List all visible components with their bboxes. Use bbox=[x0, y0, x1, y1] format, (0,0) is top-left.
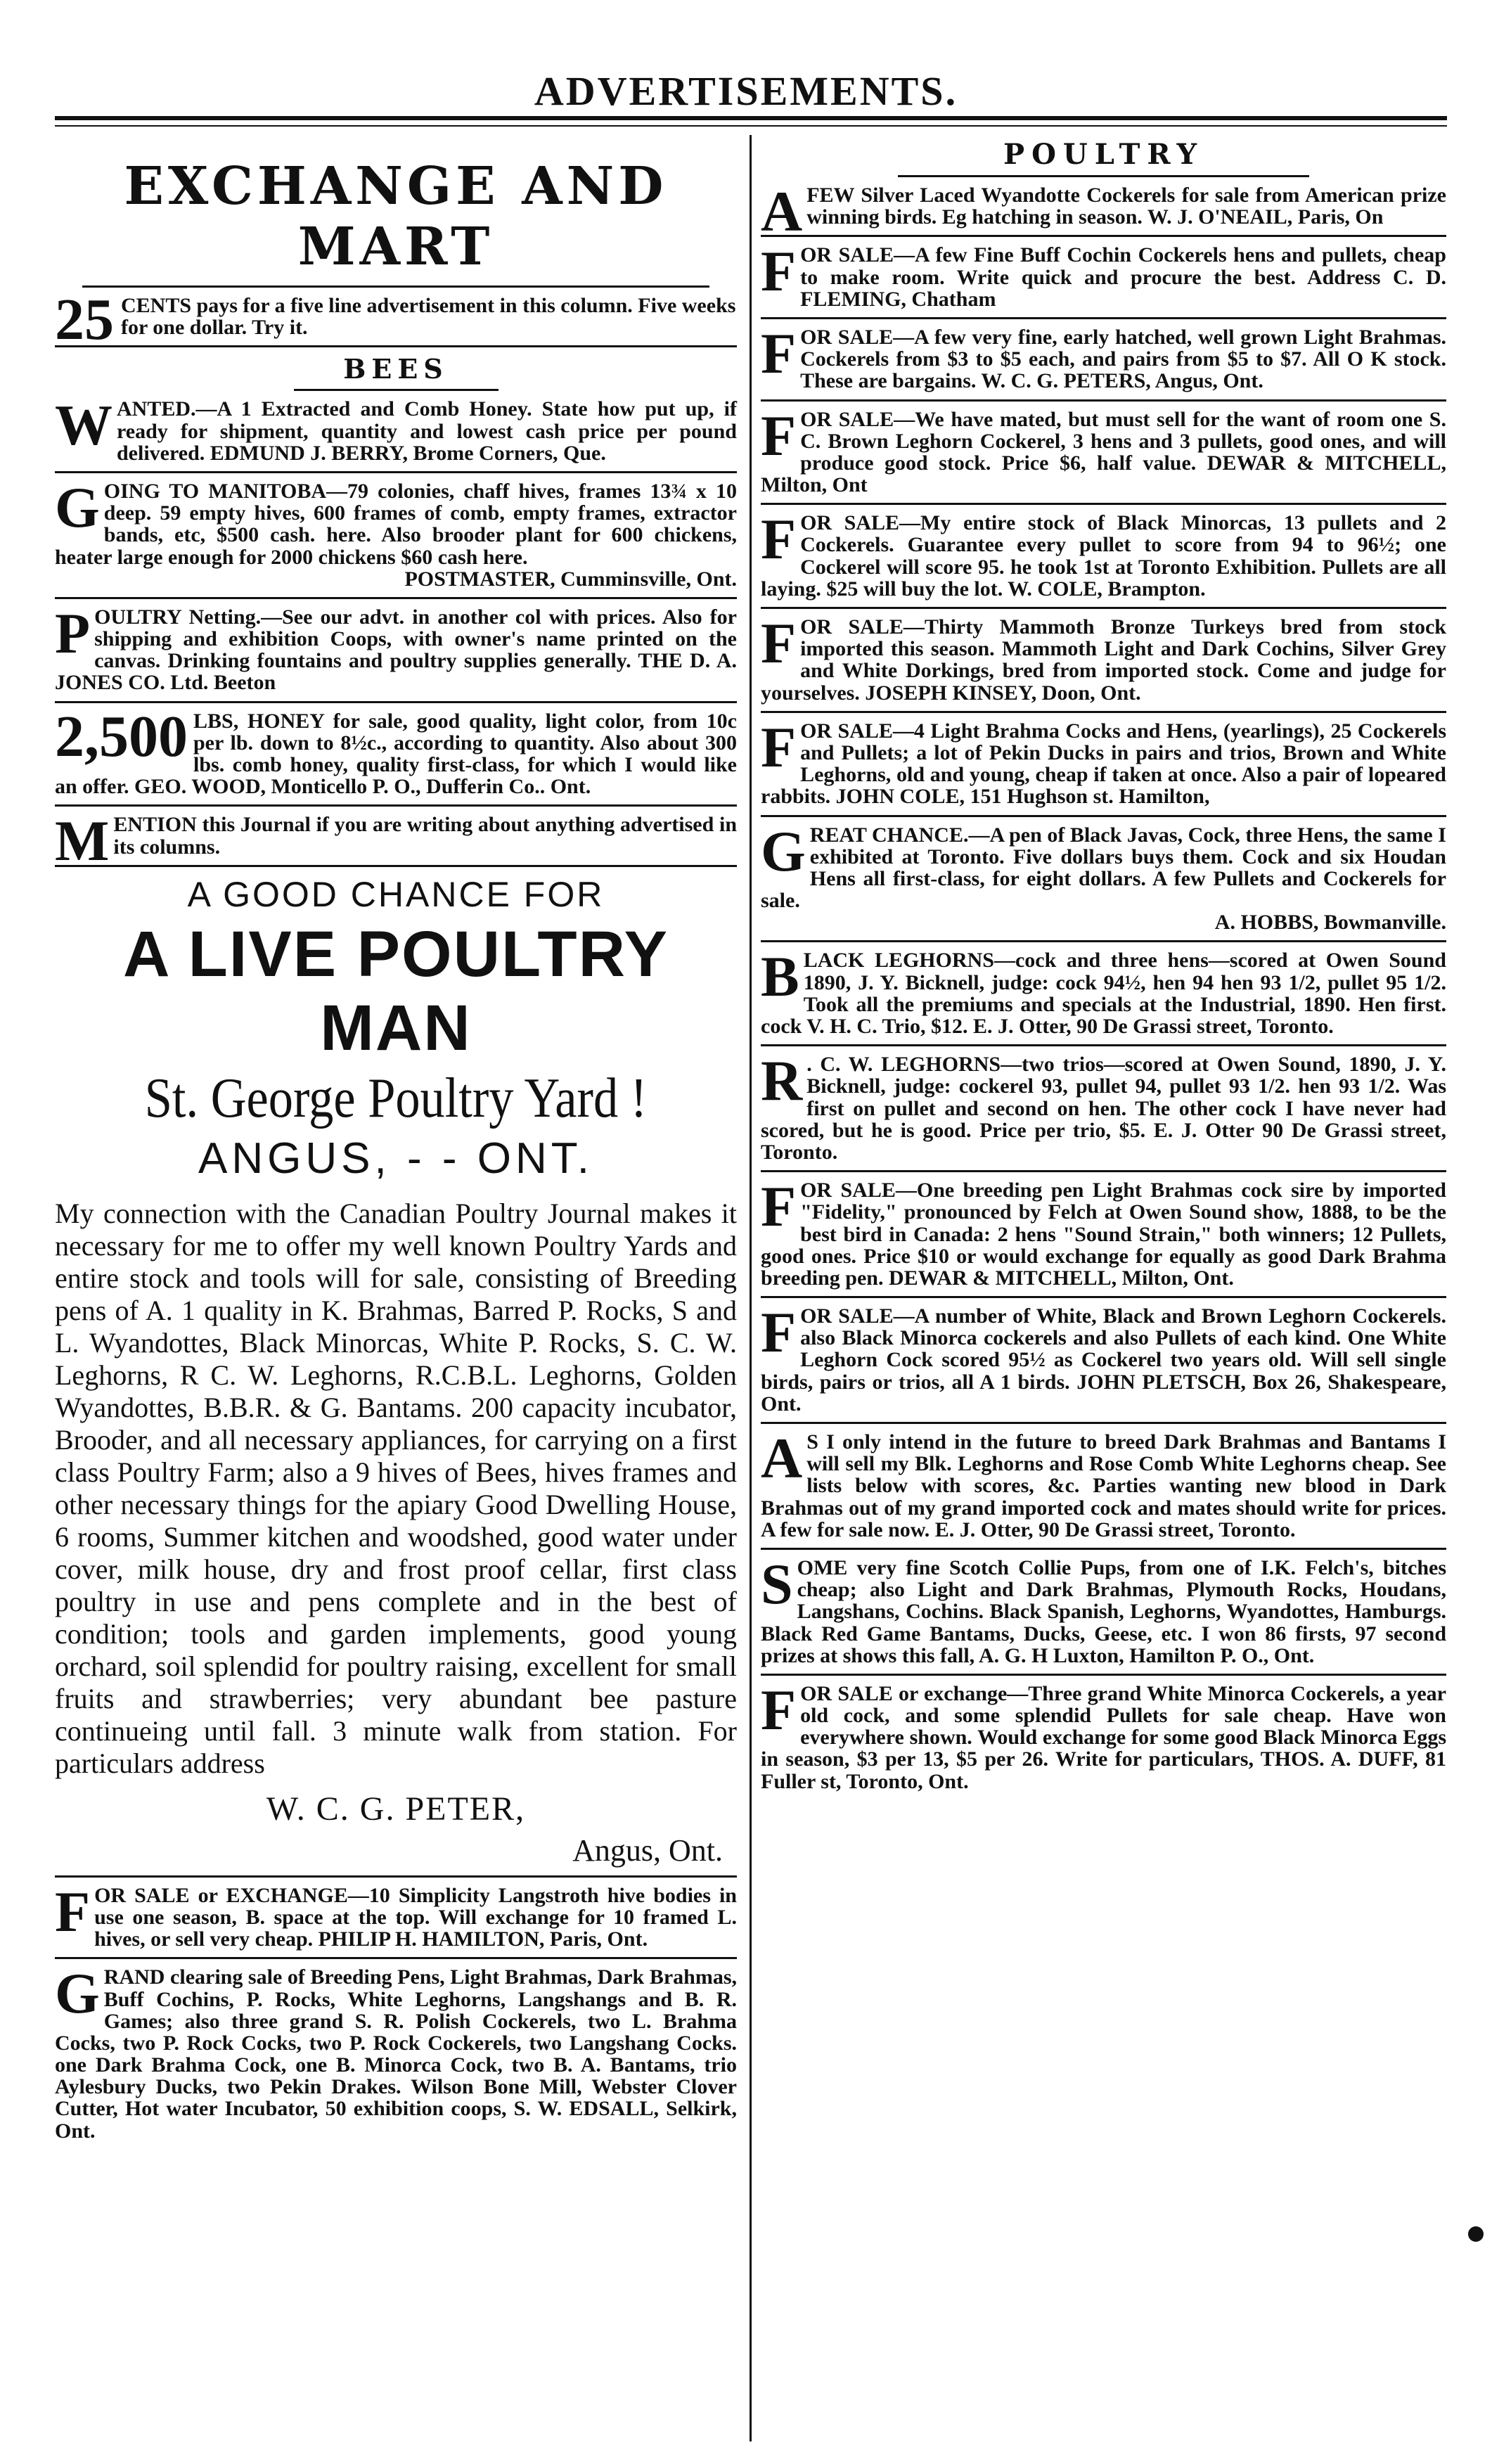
ad-text: OR SALE or EXCHANGE—10 Simplicity Langstroth hive bodies in use one season, B. space at the top. Will exchange for 10 framed L. hives, or sell very cheap. PHILIP H. HAMILTON, Paris, Ont. bbox=[94, 1883, 737, 1951]
feature-signature-name: W. C. G. PETER, bbox=[266, 1790, 526, 1828]
drop-cap: F bbox=[761, 714, 797, 779]
rate-notice bbox=[55, 287, 737, 352]
classified-ad bbox=[761, 942, 1446, 1046]
ad-signature: A. HOBBS, Bowmanville. bbox=[1214, 911, 1446, 935]
classified-ad bbox=[761, 817, 1446, 943]
ad-text: OR SALE or exchange—Three grand White Minorca Cockerels, a year old cock, and some splendid Pullets for sale cheap. Have won everywhere shown. Would exchange for some good Black Minorca Eggs in season, $3 per 13, $5 per 26. Write for particulars, THOS. A. DUFF, 81 Fuller st, Toronto, Ont. bbox=[761, 1681, 1446, 1793]
feature-kicker: A GOOD CHANCE FOR bbox=[187, 874, 605, 914]
ad-text: OR SALE—One breeding pen Light Brahmas cock sire by imported "Fidelity," pronounced by Felch at Owen Sound show, 1888, to be the best bird in Canada: 2 hens "Sound Strain," both winners; 12 Pullets, good ones. Price $10 or would exchange for equally as good Dark Brahma breeding pen. DEWAR & MITCHELL, Milton, Ont. bbox=[761, 1179, 1446, 1290]
left-column bbox=[55, 138, 737, 2149]
right-column bbox=[761, 138, 1446, 1799]
ad-text: OR SALE—A few very fine, early hatched, well grown Light Brahmas. Cockerels from $3 to $5 each, and pairs from $5 to $7. All O K stock. These are bargains. W. C. G. PETERS, Angus, Ont. bbox=[800, 325, 1446, 393]
ad-text: OR SALE—We have mated, but must sell for the want of room one S. C. Brown Leghorn Cockerel, 3 hens and 3 pullets, good ones, and will produce good stock. Price $6, half value. DEWAR & MITCHELL, Milton, Ont bbox=[761, 407, 1446, 497]
ad-text: . C. W. LEGHORNS—two trios—scored at Owen Sound, 1890, J. Y. Bicknell, judge: cockerel 93, pullet 94, pullet 93 1/2. hen 93 1/2. Was first on pullet and second on hen. The other cock I have never had scored, but he is good. Price per trio, $5. E. J. Otter 90 De Grassi street, Toronto. bbox=[761, 1053, 1446, 1164]
ad-text: ENTION this Journal if you are writing about anything advertised in its columns. bbox=[113, 813, 737, 859]
drop-cap: F bbox=[761, 1300, 797, 1365]
classified-ad bbox=[55, 1878, 737, 1960]
drop-cap: F bbox=[761, 321, 797, 385]
ad-text: OR SALE—A number of White, Black and Brown Leghorn Cockerels. also Black Minorca cockerels and also Pullets of each kind. One White Leghorn Cock scored 95½ as Cockerel two years old. Will sell single birds, pairs or trios, all A 1 birds. JOHN PLETSCH, Box 26, Shakespeare, Ont. bbox=[761, 1304, 1446, 1416]
drop-cap: F bbox=[761, 1174, 797, 1239]
classified-ad bbox=[55, 599, 737, 703]
feature-signature-place: Angus, Ont. bbox=[572, 1833, 723, 1868]
drop-cap: G bbox=[55, 1961, 100, 2026]
drop-cap: F bbox=[761, 239, 797, 304]
drop-cap: G bbox=[761, 819, 806, 883]
classified-ad bbox=[761, 1676, 1446, 1799]
section-title-poultry: POULTRY bbox=[1003, 138, 1204, 171]
classified-ad bbox=[761, 609, 1446, 713]
ad-text: OR SALE—My entire stock of Black Minorcas, 13 pullets and 2 Cockerels. Guarantee every pullet to score from 94 to 96½; one Cockerel will score 95. he took 1st at Toronto Exhibition. Pullets are all laying. $25 will buy the lot. W. COLE, Brampton. bbox=[761, 511, 1446, 601]
ad-text: OING TO MANITOBA—79 colonies, chaff hives, frames 13¾ x 10 deep. 59 empty hives, 600 frames of comb, empty frames, extractor bands, etc, $500 cash. here. Also brooder plant for 600 chickens, heater large enough for 2000 chickens $60 cash here. bbox=[55, 479, 737, 569]
header-rule-thin bbox=[55, 125, 1447, 127]
drop-cap: F bbox=[761, 403, 797, 468]
classified-ad bbox=[761, 402, 1446, 506]
classified-ad bbox=[761, 1550, 1446, 1676]
ad-text: ANTED.—A 1 Extracted and Comb Honey. State how put up, if ready for shipment, quantity and lowest cash price per pound delivered. EDMUND J. BERRY, Brome Corners, Que. bbox=[117, 397, 737, 465]
classified-ad bbox=[761, 1298, 1446, 1424]
ad-text: RAND clearing sale of Breeding Pens, Light Brahmas, Dark Brahmas, Buff Cochins, P. Rocks, White Leghorns, Langshangs and B. R. Games; also three grand S. R. Polish Cockerels, two L. Brahma Cocks, two P. Rock Cocks, two P. Rock Cockerels, two Langshang Cocks. one Dark Brahma Cock, one B. Minorca Cock, two B. A. Bantams, trio Aylesbury Ducks, two Pekin Drakes. Wilson Bone Mill, Webster Clover Cutter, Hot water Incubator, 50 exhibition coops, S. W. EDSALL, Selkirk, Ont. bbox=[55, 1965, 737, 2143]
header-rule bbox=[55, 116, 1447, 120]
ad-text: LACK LEGHORNS—cock and three hens—scored at Owen Sound 1890, J. Y. Bicknell, judge: cock 94½, hen 94 hen 93 1/2, pullet 95 1/2. Took all the premiums and specials at the Industrial, 1890. Hen first. cock V. H. C. Trio, $12. E. J. Otter, 90 De Grassi street, Toronto. bbox=[761, 949, 1446, 1038]
feature-ad-st-george bbox=[55, 874, 737, 1878]
feature-body: My connection with the Canadian Poultry Journal makes it necessary for me to offer my well known Poultry Yards and entire stock and tools will for sale, consisting of Breeding pens of A. 1 quality in K. Brahmas, Barred P. Rocks, S and L. Wyandottes, Black Minorcas, White P. Rocks, S. C. W. Leghorns, R C. W. Leghorns, R.C.B.L. Leghorns, Golden Wyandottes, B.B.R. & G. Bantams. 200 capacity incubator, Brooder, and all necessary appliances, for carrying on a first class Poultry Farm; also a 9 hives of Bees, hives frames and other necessary things for the apiary Good Dwelling House, 6 rooms, Summer kitchen and woodshed, good water under cover, milk house, dry and frost proof cellar, first class poultry in use and pens complete and in the best of condition; tools and garden implements, good young orchard, soil splendid for poultry raising, excellent for small fruits and strawberries; very abundant bee pasture continueing until fall. 3 minute walk from station. For particulars address bbox=[55, 1197, 737, 1779]
classified-ad bbox=[761, 713, 1446, 817]
classified-ad bbox=[761, 319, 1446, 402]
feature-subhead: St. George Poultry Yard ! bbox=[144, 1067, 648, 1129]
ad-text: OR SALE—Thirty Mammoth Bronze Turkeys bred from stock imported this season. Mammoth Light and Dark Cochins, Silver Grey and White Dorkings, bred from imported stock. Come and judge for yourselves. JOSEPH KINSEY, Doon, Ont. bbox=[761, 615, 1446, 705]
drop-cap: G bbox=[55, 475, 100, 539]
ad-text: REAT CHANCE.—A pen of Black Javas, Cock, three Hens, the same I exhibited at Toronto. Five dollars buys them. Cock and six Houdan Hens all first-class, for eight dollars. A few Pullets and Cockerels for sale. bbox=[761, 823, 1446, 913]
ad-text: OR SALE—4 Light Brahma Cocks and Hens, (yearlings), 25 Cockerels and Pullets; a lot of Pekin Ducks in pairs and trios, Brown and White Leghorns, old and young, cheap if taken at once. Also a pair of lopeared rabbits. JOHN COLE, 151 Hughson st. Hamilton, bbox=[761, 719, 1446, 809]
page-title: ADVERTISEMENTS. bbox=[534, 68, 958, 114]
ad-text: LBS, HONEY for sale, good quality, light color, from 10c per lb. down to 8½c., according to quantity. Also about 300 lbs. comb honey, quality first-class, for which I would like an offer. GEO. WOOD, Monticello P. O., Dufferin Co.. Ont. bbox=[55, 709, 737, 799]
column-divider bbox=[750, 135, 752, 2441]
feature-location: ANGUS, - - ONT. bbox=[198, 1134, 593, 1183]
classified-ad bbox=[761, 237, 1446, 319]
section-title-bees: BEES bbox=[343, 353, 449, 385]
drop-cap: F bbox=[761, 507, 797, 572]
section-title-exchange-mart: EXCHANGE AND MART bbox=[124, 156, 668, 277]
drop-cap: F bbox=[55, 1879, 91, 1944]
classified-ad bbox=[55, 703, 737, 807]
classified-ad bbox=[761, 505, 1446, 609]
feature-headline: A LIVE POULTRY MAN bbox=[123, 918, 669, 1064]
rate-number: 25 bbox=[55, 287, 114, 352]
classified-ad bbox=[761, 1046, 1446, 1172]
ad-big-number: 2,500 bbox=[55, 703, 188, 769]
classified-ad bbox=[55, 391, 737, 473]
drop-cap: F bbox=[761, 1677, 797, 1742]
drop-cap: A bbox=[761, 179, 803, 243]
classified-ad bbox=[55, 473, 737, 599]
drop-cap: P bbox=[55, 601, 91, 665]
drop-cap: W bbox=[55, 393, 112, 458]
ad-text: OR SALE—A few Fine Buff Cochin Cockerels hens and pullets, cheap to make room. Write quick and procure the best. Address C. D. FLEMING, Chatham bbox=[800, 243, 1446, 311]
classified-ad bbox=[761, 1172, 1446, 1298]
classified-ad bbox=[55, 1959, 737, 2149]
drop-cap: F bbox=[761, 611, 797, 675]
classified-ad bbox=[761, 177, 1446, 243]
ad-signature: POSTMASTER, Cumminsville, Ont. bbox=[404, 567, 737, 591]
ad-text: S I only intend in the future to breed Dark Brahmas and Bantams I will sell my Blk. Leghorns and Rose Comb White Leghorns cheap. See lists below with scores, &c. Parties wanting new blood in Dark Brahmas out of my grand imported cock and mates should write for prices. A few for sale now. E. J. Otter, 90 De Grassi street, Toronto. bbox=[761, 1430, 1446, 1541]
drop-cap: R bbox=[761, 1048, 803, 1113]
ad-text: OME very fine Scotch Collie Pups, from one of I.K. Felch's, bitches cheap; also Light and Dark Brahmas, Plymouth Rocks, Houdans, Langshans, Cochins. Black Spanish, Leghorns, Wyandottes, Hamburgs. Black Red Game Bantams, Ducks, Geese, etc. I won 86 firsts, 97 second prizes at shows this fall, A. G. H Luxton, Hamilton P. O., Ont. bbox=[761, 1555, 1446, 1667]
classified-ad bbox=[761, 1424, 1446, 1550]
classified-ad bbox=[55, 807, 737, 873]
ad-text: FEW Silver Laced Wyandotte Cockerels for sale from American prize winning birds. Eg hatching in season. W. J. O'NEAIL, Paris, On bbox=[806, 184, 1446, 229]
drop-cap: S bbox=[761, 1551, 793, 1616]
margin-dot bbox=[1468, 2226, 1484, 2242]
rate-text: CENTS pays for a five line advertisement in this column. Five weeks for one dollar. Try it. bbox=[121, 294, 736, 340]
drop-cap: B bbox=[761, 944, 799, 1009]
ad-text: OULTRY Netting.—See our advt. in another col with prices. Also for shipping and exhibition Coops, with owner's name printed on the canvas. Drinking fountains and poultry supplies generally. THE D. A. JONES CO. Ltd. Beeton bbox=[55, 605, 737, 695]
drop-cap: A bbox=[761, 1426, 803, 1490]
drop-cap: M bbox=[55, 809, 110, 873]
